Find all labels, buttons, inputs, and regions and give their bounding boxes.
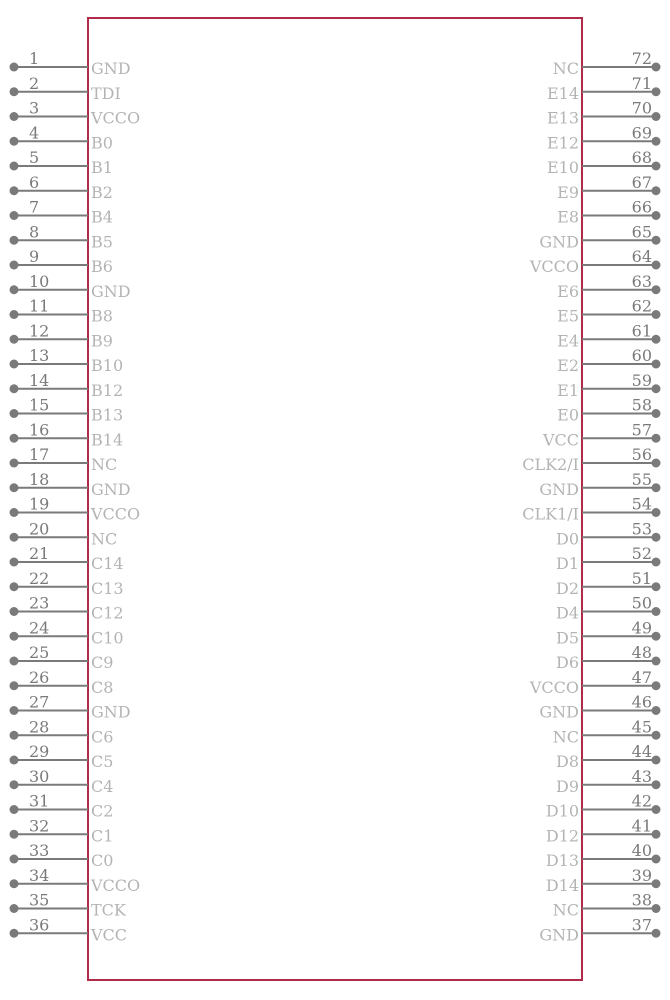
pin-number: 35 — [29, 890, 50, 910]
pin-number: 22 — [29, 568, 50, 588]
pin-endpoint-dot — [10, 483, 19, 492]
pin-number: 3 — [29, 98, 40, 118]
pin-10 — [10, 272, 131, 301]
pin-endpoint-dot — [652, 137, 661, 146]
pin-name: B13 — [91, 405, 124, 425]
pin-name: GND — [539, 479, 579, 499]
pin-endpoint-dot — [652, 483, 661, 492]
pin-name: D2 — [555, 578, 579, 598]
pin-name: C0 — [91, 851, 114, 870]
pin-name: B12 — [91, 380, 124, 400]
pin-36 — [10, 915, 128, 944]
pin-endpoint-dot — [652, 805, 661, 814]
pin-endpoint-dot — [10, 261, 19, 270]
pin-endpoint-dot — [652, 211, 661, 220]
pin-name: D5 — [555, 628, 579, 648]
pin-number: 40 — [631, 841, 652, 860]
pin-name: C2 — [91, 801, 114, 821]
pin-name: C9 — [91, 653, 114, 672]
pin-endpoint-dot — [652, 384, 661, 393]
pin-endpoint-dot — [652, 186, 661, 195]
pin-4 — [10, 123, 113, 152]
pin-name: GND — [91, 479, 131, 499]
pin-name: E8 — [557, 207, 579, 227]
pin-endpoint-dot — [10, 830, 19, 839]
pin-endpoint-dot — [652, 657, 661, 666]
pin-name: GND — [539, 702, 579, 722]
pin-name: B1 — [91, 158, 113, 177]
pin-endpoint-dot — [10, 731, 19, 740]
pin-11 — [10, 297, 113, 326]
pin-name: B10 — [91, 356, 124, 375]
pin-number: 61 — [631, 321, 652, 341]
pin-name: TDI — [91, 83, 121, 103]
pin-name: C1 — [91, 826, 114, 846]
pin-number: 47 — [631, 667, 652, 687]
pin-name: D9 — [555, 776, 579, 796]
pin-7 — [10, 198, 113, 227]
pin-number: 42 — [631, 791, 652, 811]
pin-17 — [10, 445, 118, 474]
pin-name: D1 — [555, 554, 579, 573]
pin-number: 51 — [631, 568, 652, 588]
pin-22 — [10, 569, 124, 598]
pin-endpoint-dot — [10, 681, 19, 690]
pin-endpoint-dot — [10, 137, 19, 146]
pin-name: D14 — [545, 875, 579, 895]
pin-number: 12 — [29, 321, 50, 341]
pin-name: NC — [552, 59, 579, 78]
pin-name: GND — [91, 281, 131, 301]
pin-endpoint-dot — [10, 186, 19, 195]
pin-number: 59 — [631, 370, 652, 390]
pin-number: 24 — [29, 618, 50, 638]
pin-endpoint-dot — [652, 63, 661, 72]
pin-number: 14 — [29, 370, 50, 390]
pin-number: 30 — [29, 766, 50, 786]
pin-number: 18 — [29, 469, 50, 489]
pin-12 — [10, 321, 113, 350]
pin-13 — [10, 346, 124, 375]
pin-number: 7 — [29, 197, 40, 217]
pin-endpoint-dot — [10, 929, 19, 938]
pin-name: VCCO — [529, 677, 579, 697]
pin-number: 60 — [631, 346, 652, 365]
pin-23 — [10, 594, 124, 623]
pin-name: B0 — [91, 133, 113, 153]
pin-name: E2 — [557, 356, 579, 375]
pin-name: B5 — [91, 232, 113, 252]
pin-name: C5 — [91, 752, 114, 771]
pin-number: 72 — [631, 49, 652, 68]
pin-24 — [10, 618, 124, 647]
pin-number: 46 — [631, 692, 652, 712]
pin-number: 15 — [29, 395, 50, 415]
pin-2 — [10, 74, 121, 103]
pin-name: B9 — [91, 331, 113, 351]
pin-endpoint-dot — [652, 162, 661, 171]
pin-name: NC — [91, 455, 118, 474]
pin-endpoint-dot — [10, 285, 19, 294]
pin-endpoint-dot — [652, 459, 661, 468]
pin-number: 37 — [631, 915, 652, 935]
pin-endpoint-dot — [10, 236, 19, 245]
pin-name: C14 — [91, 554, 124, 573]
pin-name: E13 — [546, 108, 579, 128]
pin-number: 1 — [29, 49, 40, 68]
pin-name: D8 — [555, 752, 579, 771]
pin-name: D4 — [555, 603, 579, 623]
pin-number: 63 — [631, 271, 652, 291]
pin-18 — [10, 470, 131, 499]
pin-endpoint-dot — [10, 805, 19, 814]
pin-name: VCCO — [91, 875, 141, 895]
pin-name: E6 — [557, 281, 579, 301]
pin-16 — [10, 420, 124, 449]
pin-number: 8 — [29, 222, 40, 242]
pin-endpoint-dot — [10, 582, 19, 591]
pin-name: D10 — [545, 801, 579, 821]
pin-35 — [10, 891, 127, 920]
pin-endpoint-dot — [652, 285, 661, 294]
pin-name: GND — [539, 925, 579, 945]
right-pin-group — [522, 49, 660, 944]
pin-endpoint-dot — [10, 162, 19, 171]
pin-number: 2 — [29, 73, 40, 93]
pin-endpoint-dot — [10, 607, 19, 616]
pin-endpoint-dot — [652, 409, 661, 418]
pin-number: 25 — [29, 643, 50, 662]
pin-21 — [10, 544, 124, 573]
pin-name: C10 — [91, 628, 124, 648]
pin-name: B4 — [91, 207, 113, 227]
pin-name: NC — [91, 529, 118, 549]
pin-number: 52 — [631, 544, 652, 563]
pin-number: 54 — [631, 494, 652, 514]
pin-number: 56 — [631, 445, 652, 464]
pin-31 — [10, 792, 114, 821]
pin-number: 58 — [631, 395, 652, 415]
pin-endpoint-dot — [652, 830, 661, 839]
pin-name: C12 — [91, 603, 124, 623]
pin-number: 50 — [631, 593, 652, 613]
pin-endpoint-dot — [10, 384, 19, 393]
pin-endpoint-dot — [10, 63, 19, 72]
pin-endpoint-dot — [10, 533, 19, 542]
pin-endpoint-dot — [10, 756, 19, 765]
pin-endpoint-dot — [652, 558, 661, 567]
pin-number: 27 — [29, 692, 50, 712]
pin-37 — [539, 915, 660, 944]
pin-name: CLK2/I — [522, 455, 579, 474]
pin-name: E10 — [546, 158, 579, 177]
pin-endpoint-dot — [652, 879, 661, 888]
pin-33 — [10, 841, 114, 870]
pin-number: 31 — [29, 791, 50, 811]
pin-endpoint-dot — [652, 632, 661, 641]
pin-25 — [10, 643, 114, 672]
pin-endpoint-dot — [652, 434, 661, 443]
pin-29 — [10, 742, 114, 771]
pin-26 — [10, 668, 114, 697]
pin-number: 53 — [631, 519, 652, 539]
pin-endpoint-dot — [652, 360, 661, 369]
pin-number: 69 — [631, 123, 652, 143]
pin-number: 33 — [29, 841, 50, 860]
pin-endpoint-dot — [10, 855, 19, 864]
pin-number: 70 — [631, 98, 652, 118]
pin-number: 71 — [631, 73, 652, 93]
pin-endpoint-dot — [10, 904, 19, 913]
pin-number: 67 — [631, 172, 652, 192]
pin-number: 4 — [29, 123, 40, 143]
pin-number: 28 — [29, 717, 50, 737]
pin-name: C13 — [91, 578, 124, 598]
pin-name: GND — [91, 702, 131, 722]
pin-endpoint-dot — [652, 261, 661, 270]
pin-endpoint-dot — [652, 904, 661, 913]
pin-number: 6 — [29, 172, 40, 192]
pin-name: B2 — [91, 182, 113, 202]
pin-9 — [10, 247, 113, 276]
pin-endpoint-dot — [652, 855, 661, 864]
pin-number: 64 — [631, 247, 652, 266]
pin-number: 62 — [631, 296, 652, 316]
pin-number: 23 — [29, 593, 50, 613]
pin-6 — [10, 173, 113, 202]
pin-5 — [10, 148, 113, 177]
pin-number: 57 — [631, 420, 652, 440]
pin-name: GND — [539, 232, 579, 252]
pin-endpoint-dot — [10, 434, 19, 443]
pin-endpoint-dot — [652, 87, 661, 96]
pin-endpoint-dot — [10, 87, 19, 96]
pin-number: 49 — [631, 618, 652, 638]
pin-number: 41 — [631, 816, 652, 836]
pin-number: 55 — [631, 469, 652, 489]
pin-number: 65 — [631, 222, 652, 242]
pin-name: B6 — [91, 257, 113, 276]
pin-name: E9 — [557, 182, 579, 202]
pin-endpoint-dot — [10, 879, 19, 888]
pin-number: 10 — [29, 271, 50, 291]
pin-endpoint-dot — [652, 508, 661, 517]
pin-name: E12 — [546, 133, 579, 153]
pin-number: 5 — [29, 148, 40, 167]
pin-1 — [10, 49, 131, 78]
pin-endpoint-dot — [10, 780, 19, 789]
pin-number: 21 — [29, 544, 50, 563]
pin-20 — [10, 519, 118, 548]
pin-8 — [10, 222, 113, 251]
pin-name: E5 — [557, 306, 579, 326]
pin-endpoint-dot — [10, 558, 19, 567]
pin-27 — [10, 693, 131, 722]
pin-endpoint-dot — [652, 607, 661, 616]
pin-30 — [10, 767, 114, 796]
pin-number: 68 — [631, 148, 652, 167]
pin-number: 45 — [631, 717, 652, 737]
pin-endpoint-dot — [652, 780, 661, 789]
pin-endpoint-dot — [652, 929, 661, 938]
pin-number: 66 — [631, 197, 652, 217]
pin-name: C6 — [91, 727, 114, 747]
pin-32 — [10, 816, 114, 845]
pin-number: 11 — [29, 296, 50, 316]
pin-name: E1 — [557, 380, 579, 400]
pin-name: C8 — [91, 677, 114, 697]
pin-number: 19 — [29, 494, 50, 514]
pin-endpoint-dot — [652, 582, 661, 591]
pin-name: VCCO — [91, 108, 141, 128]
pin-number: 20 — [29, 519, 50, 539]
pin-28 — [10, 717, 114, 746]
pin-number: 13 — [29, 346, 50, 365]
left-pin-group — [10, 49, 141, 944]
pin-endpoint-dot — [652, 756, 661, 765]
pin-endpoint-dot — [10, 112, 19, 121]
pin-number: 43 — [631, 766, 652, 786]
pin-endpoint-dot — [652, 335, 661, 344]
pin-number: 16 — [29, 420, 50, 440]
pin-number: 17 — [29, 445, 50, 464]
pin-name: VCC — [91, 925, 128, 945]
pin-name: E4 — [557, 331, 579, 351]
pin-number: 32 — [29, 816, 50, 836]
pin-endpoint-dot — [10, 211, 19, 220]
pin-endpoint-dot — [652, 236, 661, 245]
pin-endpoint-dot — [652, 731, 661, 740]
pin-endpoint-dot — [652, 310, 661, 319]
pin-name: NC — [552, 727, 579, 747]
pin-number: 36 — [29, 915, 50, 935]
pin-endpoint-dot — [652, 533, 661, 542]
pin-14 — [10, 371, 124, 400]
pin-number: 39 — [631, 865, 652, 885]
ic-body-outline — [88, 18, 582, 980]
pin-name: C4 — [91, 776, 114, 796]
pin-name: VCCO — [529, 257, 579, 276]
pin-endpoint-dot — [10, 706, 19, 715]
pin-name: D6 — [555, 653, 579, 672]
pin-name: VCC — [542, 430, 579, 450]
pin-name: E0 — [557, 405, 579, 425]
pin-15 — [10, 396, 124, 425]
pin-endpoint-dot — [10, 459, 19, 468]
pin-name: VCCO — [91, 504, 141, 524]
pin-name: D13 — [545, 851, 579, 870]
pin-name: B14 — [91, 430, 124, 450]
pin-endpoint-dot — [10, 310, 19, 319]
pin-endpoint-dot — [10, 360, 19, 369]
pin-name: NC — [552, 900, 579, 920]
pin-endpoint-dot — [10, 409, 19, 418]
pin-number: 38 — [631, 890, 652, 910]
pin-endpoint-dot — [10, 508, 19, 517]
pin-name: GND — [91, 59, 131, 78]
pin-endpoint-dot — [10, 632, 19, 641]
pin-endpoint-dot — [10, 335, 19, 344]
pin-name: CLK1/I — [522, 504, 579, 524]
pin-number: 26 — [29, 667, 50, 687]
pin-name: D0 — [555, 529, 579, 549]
pin-number: 44 — [631, 742, 652, 761]
pin-name: D12 — [545, 826, 579, 846]
pin-endpoint-dot — [10, 657, 19, 666]
pin-endpoint-dot — [652, 112, 661, 121]
pin-name: TCK — [91, 900, 126, 920]
pin-endpoint-dot — [652, 681, 661, 690]
pin-name: E14 — [546, 83, 579, 103]
pin-name: B8 — [91, 306, 113, 326]
pin-number: 9 — [29, 247, 40, 266]
pin-number: 48 — [631, 643, 652, 662]
pin-number: 29 — [29, 742, 50, 761]
pin-endpoint-dot — [652, 706, 661, 715]
pin-number: 34 — [29, 865, 50, 885]
